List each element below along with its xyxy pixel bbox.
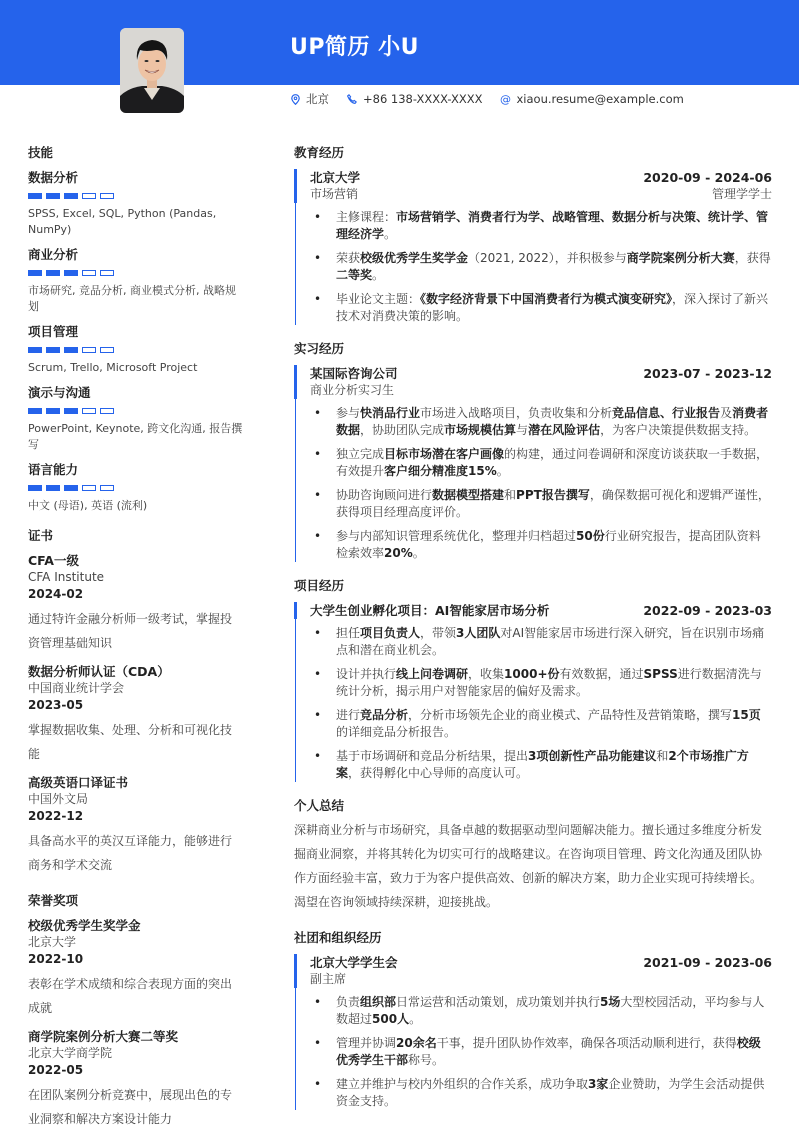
skill-level-bars xyxy=(28,270,243,276)
skill-item xyxy=(28,384,243,453)
bullet-highlight: 客户细分精准度15% xyxy=(384,464,497,478)
certs-name: 高级英语口译证书 xyxy=(28,775,129,790)
skill-desc: PowerPoint, Keynote, 跨文化沟通, 报告撰写 xyxy=(28,422,243,451)
phone-text: +86 138-XXXX-XXXX xyxy=(363,92,483,106)
bullet-text: 独立完成 xyxy=(336,447,385,461)
internship-entry xyxy=(295,365,772,562)
level-empty-icon xyxy=(100,347,114,353)
bullet-text: 协助咨询顾问进行 xyxy=(336,488,433,502)
bullet-highlight: 3家 xyxy=(588,1077,609,1091)
bullet-text: ，为客户决策提供数据支持。 xyxy=(600,423,757,437)
bullet-item xyxy=(310,250,772,284)
level-empty-icon xyxy=(100,193,114,199)
contact-phone xyxy=(347,91,482,107)
left-column xyxy=(28,143,243,1130)
bullet-text: 。 xyxy=(412,546,425,560)
entry-header-row xyxy=(310,365,772,382)
certs-date: 2023-05 xyxy=(28,698,84,712)
skill-level-bars xyxy=(28,408,243,414)
projects-entries xyxy=(294,602,772,782)
bullet-text: 及 xyxy=(720,406,733,420)
bullet-highlight: 市场营销学、消费者行为学、战略管理、数据分析与决策、统计学、管理经济学 xyxy=(336,210,769,241)
bullet-text: 参与内部知识管理系统优化，整理并归档超过 xyxy=(336,529,577,543)
bullet-text: 荣获 xyxy=(336,251,361,265)
skill-level-bars xyxy=(28,193,243,199)
honors-item xyxy=(28,1028,243,1130)
bullet-highlight: 快消品行业 xyxy=(360,406,421,420)
bullet-text: 有效数据，通过 xyxy=(559,667,644,681)
education-title: 教育经历 xyxy=(294,145,345,160)
certs-name: 数据分析师认证（CDA） xyxy=(28,664,170,679)
certs-item xyxy=(28,774,243,877)
skill-level-bars xyxy=(28,347,243,353)
summary-title: 个人总结 xyxy=(294,798,345,813)
bullet-text: ，分析市场领先企业的商业模式、产品特性及营销策略，撰写 xyxy=(408,708,733,722)
certs-org: 中国商业统计学会 xyxy=(28,681,125,695)
bullet-item xyxy=(310,405,772,439)
level-filled-icon xyxy=(46,485,60,491)
bullet-text: 干事，提升团队协作效率，确保各项活动顺利进行，获得 xyxy=(436,1036,737,1050)
certs-date: 2024-02 xyxy=(28,587,84,601)
summary-text: 深耕商业分析与市场研究，具备卓越的数据驱动型问题解决能力。擅长通过多维度分析发掘商业洞察，并将其转化为切实可行的战略建议。在咨询项目管理、跨文化沟通及团队协作方面经验丰富，致力于为客户提供高效、创新的解决方案，助力企业实现可持续增长。渴望在咨询领域持续深耕，迎接挑战。 xyxy=(294,823,763,909)
internship-section xyxy=(294,339,772,562)
bullet-text: 基于市场调研和竞品分析结果，提出 xyxy=(336,749,529,763)
level-filled-icon xyxy=(28,193,42,199)
bullet-text: 市场进入战略项目，负责收集和分析 xyxy=(420,406,613,420)
bullet-highlight: 20余名 xyxy=(396,1036,437,1050)
entry-org: 大学生创业孵化项目：AI智能家居市场分析 xyxy=(310,603,550,618)
skill-name: 项目管理 xyxy=(28,324,79,339)
clubs-title: 社团和组织经历 xyxy=(294,930,382,945)
level-filled-icon xyxy=(28,347,42,353)
candidate-name: UP简历 小U xyxy=(290,35,420,60)
entry-sub-row xyxy=(310,971,772,988)
honors-desc: 在团队案例分析竞赛中，展现出色的专业洞察和解决方案设计能力 xyxy=(28,1088,233,1126)
bullet-text: 与 xyxy=(516,423,529,437)
bullet-text: 建立并维护与校内外组织的合作关系，成功争取 xyxy=(336,1077,589,1091)
skills-title: 技能 xyxy=(28,145,54,160)
level-empty-icon xyxy=(100,485,114,491)
entry-role: 副主席 xyxy=(310,972,347,986)
projects-title: 项目经历 xyxy=(294,578,345,593)
bullet-highlight: 1000+份 xyxy=(504,667,560,681)
entry-accent-bar xyxy=(294,365,297,399)
entry-org: 北京大学学生会 xyxy=(310,955,398,970)
level-empty-icon xyxy=(82,347,96,353)
certs-desc: 通过特许金融分析师一级考试，掌握投资管理基础知识 xyxy=(28,612,233,650)
certs-item xyxy=(28,663,243,766)
bullet-text: （2021, 2022），并积极参与 xyxy=(468,251,627,265)
skill-item xyxy=(28,461,243,514)
bullet-text: ，深入探讨了新兴技术对消费决策的影响。 xyxy=(336,292,769,323)
bullet-text: ，获得孵化中心导师的高度认可。 xyxy=(348,766,529,780)
bullet-text: 参与 xyxy=(336,406,361,420)
education-section xyxy=(294,143,772,325)
bullet-text: 行业研究报告，提高团队资料检索效率 xyxy=(336,529,761,560)
level-filled-icon xyxy=(64,193,78,199)
entry-sub-row xyxy=(310,382,772,399)
level-filled-icon xyxy=(64,408,78,414)
bullet-text: 毕业论文主题： xyxy=(336,292,421,306)
skill-item xyxy=(28,323,243,376)
bullet-text: 进行 xyxy=(336,708,361,722)
skill-name: 数据分析 xyxy=(28,170,79,185)
contact-location xyxy=(290,91,329,107)
entry-role: 商业分析实习生 xyxy=(310,383,395,397)
bullet-text: 和 xyxy=(504,488,517,502)
bullet-highlight: 《数字经济背景下中国消费者行为模式演变研究》 xyxy=(420,292,673,306)
entry-header-row xyxy=(310,954,772,971)
skill-name: 演示与沟通 xyxy=(28,385,91,400)
bullet-item xyxy=(310,1076,772,1110)
honors-name: 校级优秀学生奖学金 xyxy=(28,918,141,933)
certs-desc: 具备高水平的英汉互译能力，能够进行商务和学术交流 xyxy=(28,834,233,872)
skill-item xyxy=(28,169,243,238)
bullet-highlight: 5场 xyxy=(600,995,621,1009)
bullet-highlight: 500人 xyxy=(372,1012,410,1026)
bullet-highlight: 商学院案例分析大赛 xyxy=(626,251,735,265)
phone-icon xyxy=(347,94,357,104)
contact-info xyxy=(290,91,684,107)
level-filled-icon xyxy=(46,347,60,353)
bullet-text: 的构建，通过问卷调研和深度访谈获取一手数据，有效提升 xyxy=(336,447,769,478)
bullet-item xyxy=(310,487,772,521)
profile-photo xyxy=(120,28,184,113)
skill-desc: SPSS, Excel, SQL, Python (Pandas, NumPy) xyxy=(28,207,217,236)
certs-desc: 掌握数据收集、处理、分析和可视化技能 xyxy=(28,723,233,761)
bullet-text: 。 xyxy=(372,268,385,282)
entry-org: 北京大学 xyxy=(310,170,361,185)
bullet-text: 管理并协调 xyxy=(336,1036,397,1050)
bullet-text: ，收集 xyxy=(468,667,505,681)
skill-name: 商业分析 xyxy=(28,247,79,262)
honors-title: 荣誉奖项 xyxy=(28,893,79,908)
bullet-highlight: PPT报告撰写 xyxy=(516,488,590,502)
entry-bullets xyxy=(310,994,772,1110)
certs-list xyxy=(28,552,243,877)
entry-date: 2022-09 - 2023-03 xyxy=(643,603,772,618)
level-filled-icon xyxy=(28,485,42,491)
projects-section xyxy=(294,576,772,782)
level-empty-icon xyxy=(82,193,96,199)
bullet-highlight: 目标市场潜在客户画像 xyxy=(384,447,505,461)
bullet-item xyxy=(310,209,772,243)
bullet-text: ，协助团队完成 xyxy=(360,423,445,437)
bullet-highlight: 50份 xyxy=(576,529,605,543)
bullet-highlight: 项目负责人 xyxy=(360,626,421,640)
bullet-text: 称号。 xyxy=(408,1053,445,1067)
bullet-item xyxy=(310,446,772,480)
level-filled-icon xyxy=(64,270,78,276)
level-empty-icon xyxy=(100,270,114,276)
honors-list xyxy=(28,917,243,1130)
certs-org: CFA Institute xyxy=(28,570,105,584)
bullet-highlight: 3项创新性产品功能建议 xyxy=(528,749,657,763)
certs-name: CFA一级 xyxy=(28,553,79,568)
level-empty-icon xyxy=(100,408,114,414)
location-pin-icon xyxy=(290,94,300,105)
bullet-highlight: 数据模型搭建 xyxy=(432,488,505,502)
bullet-item xyxy=(310,528,772,562)
internship-title: 实习经历 xyxy=(294,341,345,356)
entry-org: 某国际咨询公司 xyxy=(310,366,398,381)
bullet-highlight: SPSS xyxy=(643,667,678,681)
right-column xyxy=(294,143,772,1124)
bullet-highlight: 校级优秀学生奖学金 xyxy=(360,251,469,265)
skill-desc: Scrum, Trello, Microsoft Project xyxy=(28,361,198,374)
honors-name: 商学院案例分析大赛二等奖 xyxy=(28,1029,179,1044)
bullet-highlight: 线上问卷调研 xyxy=(396,667,469,681)
entry-accent-bar xyxy=(294,169,297,203)
certs-org: 中国外文局 xyxy=(28,792,89,806)
entry-accent-bar xyxy=(294,602,297,619)
email-at-icon: @ xyxy=(499,92,511,106)
bullet-text: 。 xyxy=(409,1012,422,1026)
bullet-text: ，确保数据可视化和逻辑严谨性，获得项目经理高度评价。 xyxy=(336,488,770,519)
bullet-text: 主修课程： xyxy=(336,210,397,224)
entry-header-row xyxy=(310,602,772,619)
certs-title: 证书 xyxy=(28,528,54,543)
bullet-item xyxy=(310,291,772,325)
bullet-item xyxy=(310,748,772,782)
clubs-entries xyxy=(294,954,772,1110)
bullet-text: ，带领 xyxy=(420,626,457,640)
entry-accent-bar xyxy=(294,954,297,988)
level-filled-icon xyxy=(64,485,78,491)
bullet-text: 设计并执行 xyxy=(336,667,397,681)
level-empty-icon xyxy=(82,408,96,414)
skill-name: 语言能力 xyxy=(28,462,79,477)
bullet-item xyxy=(310,707,772,741)
skill-level-bars xyxy=(28,485,243,491)
bullet-text: 负责 xyxy=(336,995,361,1009)
level-empty-icon xyxy=(82,270,96,276)
bullet-highlight: 3人团队 xyxy=(456,626,501,640)
entry-date: 2021-09 - 2023-06 xyxy=(643,955,772,970)
bullet-text: 。 xyxy=(496,464,509,478)
level-filled-icon xyxy=(46,408,60,414)
entry-date: 2023-07 - 2023-12 xyxy=(643,366,772,381)
projects-entry xyxy=(295,602,772,782)
bullet-text: 对AI智能家居市场进行深入研究，旨在识别市场痛点和潜在商业机会。 xyxy=(336,626,765,657)
bullet-text: 日常运营和活动策划，成功策划并执行 xyxy=(396,995,601,1009)
level-empty-icon xyxy=(82,485,96,491)
location-text: 北京 xyxy=(306,92,329,106)
education-entries xyxy=(294,169,772,325)
bullet-highlight: 20% xyxy=(384,546,413,560)
bullet-highlight: 消费者数据 xyxy=(336,406,769,437)
honors-date: 2022-05 xyxy=(28,1063,84,1077)
entry-degree: 管理学学士 xyxy=(711,187,772,201)
bullet-item xyxy=(310,1035,772,1069)
entry-header-row xyxy=(310,169,772,186)
bullet-highlight: 竞品信息、行业报告 xyxy=(612,406,721,420)
bullet-text: 大型校园活动，平均参与人数超过 xyxy=(336,995,765,1026)
skill-desc: 中文 (母语), 英语 (流利) xyxy=(28,499,148,512)
honors-org: 北京大学商学院 xyxy=(28,1046,113,1060)
honors-date: 2022-10 xyxy=(28,952,84,966)
honors-org: 北京大学 xyxy=(28,935,77,949)
contact-email[interactable] xyxy=(500,91,683,107)
honors-desc: 表彰在学术成绩和综合表现方面的突出成就 xyxy=(28,977,233,1015)
entry-sub-row xyxy=(310,186,772,203)
certs-item xyxy=(28,552,243,655)
bullet-highlight: 市场规模估算 xyxy=(444,423,517,437)
summary-section xyxy=(294,796,772,914)
bullet-text: 和 xyxy=(656,749,669,763)
honors-item xyxy=(28,917,243,1020)
bullet-text: 。 xyxy=(384,227,397,241)
clubs-section xyxy=(294,928,772,1110)
bullet-text: ，获得 xyxy=(734,251,771,265)
level-filled-icon xyxy=(28,270,42,276)
bullet-highlight: 15页 xyxy=(732,708,761,722)
skill-item xyxy=(28,246,243,315)
level-filled-icon xyxy=(28,408,42,414)
entry-bullets xyxy=(310,625,772,782)
bullet-text: 进行数据清洗与统计分析，揭示用户对智能家居的偏好及需求。 xyxy=(336,667,762,698)
internship-entries xyxy=(294,365,772,562)
bullet-text: 企业赞助，为学生会活动提供资金支持。 xyxy=(336,1077,765,1108)
bullet-highlight: 2个市场推广方案 xyxy=(336,749,749,780)
entry-date: 2020-09 - 2024-06 xyxy=(643,170,772,185)
entry-role: 市场营销 xyxy=(310,187,359,201)
bullet-highlight: 组织部 xyxy=(360,995,397,1009)
entry-bullets xyxy=(310,405,772,562)
education-entry xyxy=(295,169,772,325)
certs-date: 2022-12 xyxy=(28,809,84,823)
bullet-highlight: 竞品分析 xyxy=(360,708,409,722)
entry-bullets xyxy=(310,209,772,325)
level-filled-icon xyxy=(46,270,60,276)
level-filled-icon xyxy=(46,193,60,199)
bullet-highlight: 二等奖 xyxy=(336,268,373,282)
bullet-item xyxy=(310,666,772,700)
bullet-highlight: 潜在风险评估 xyxy=(528,423,601,437)
bullet-item xyxy=(310,994,772,1028)
bullet-text: 担任 xyxy=(336,626,361,640)
email-text[interactable]: xiaou.resume@example.com xyxy=(516,92,684,106)
level-filled-icon xyxy=(64,347,78,353)
skills-list xyxy=(28,169,243,514)
bullet-item xyxy=(310,625,772,659)
bullet-text: 的详细竞品分析报告。 xyxy=(336,725,457,739)
skill-desc: 市场研究, 竞品分析, 商业模式分析, 战略规划 xyxy=(28,284,236,313)
clubs-entry xyxy=(295,954,772,1110)
bullet-highlight: 校级优秀学生干部 xyxy=(336,1036,761,1067)
